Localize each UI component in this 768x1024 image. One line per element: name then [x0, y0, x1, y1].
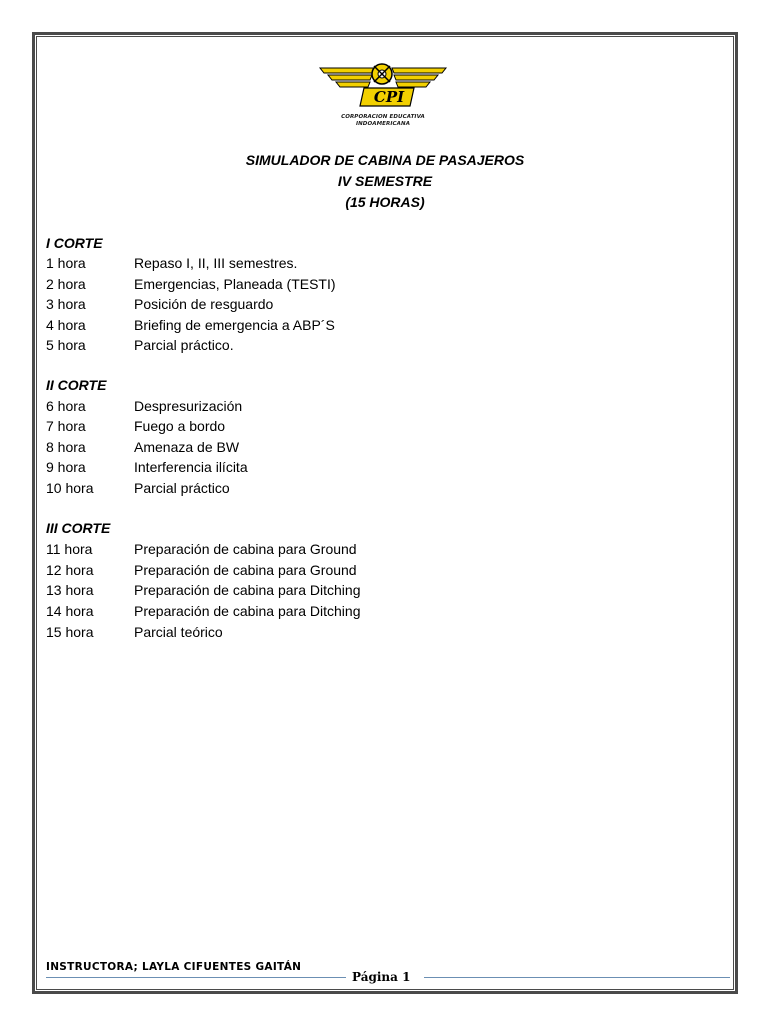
- hour-label: 12 hora: [46, 562, 94, 578]
- list-item: [46, 582, 360, 598]
- logo-lettering: CPI: [373, 88, 405, 106]
- hour-label: 3 hora: [46, 296, 86, 312]
- section-heading: II CORTE: [46, 377, 107, 393]
- list-item: [46, 276, 336, 292]
- org-name-line2: INDOAMERICANA: [355, 121, 411, 127]
- topic-label: Preparación de cabina para Ditching: [134, 603, 361, 619]
- topic-label: Parcial práctico.: [134, 337, 234, 353]
- list-item: [46, 624, 223, 640]
- list-item: [46, 418, 225, 434]
- footer-instructor: INSTRUCTORA; LAYLA CIFUENTES GAITÁN: [46, 961, 302, 973]
- topic-label: Emergencias, Planeada (TESTI): [134, 276, 336, 292]
- topic-label: Parcial teórico: [134, 624, 223, 640]
- list-item: [46, 255, 297, 271]
- list-item: [46, 541, 357, 557]
- document-title: SIMULADOR DE CABINA DE PASAJEROS: [245, 152, 525, 168]
- hour-label: 8 hora: [46, 439, 86, 455]
- hour-label: 6 hora: [46, 398, 86, 414]
- hour-label: 15 hora: [46, 624, 94, 640]
- topic-label: Preparación de cabina para Ground: [134, 541, 357, 557]
- hour-label: 14 hora: [46, 603, 94, 619]
- topic-label: Preparación de cabina para Ground: [134, 562, 357, 578]
- topic-label: Amenaza de BW: [134, 439, 240, 455]
- topic-label: Fuego a bordo: [134, 418, 226, 434]
- topic-label: Parcial práctico: [134, 480, 230, 496]
- list-item: [46, 296, 273, 312]
- hour-label: 4 hora: [46, 317, 86, 333]
- org-name-line1: CORPORACION EDUCATIVA: [341, 114, 425, 120]
- list-item: [46, 439, 239, 455]
- list-item: [46, 317, 335, 333]
- list-item: [46, 480, 230, 496]
- page-number: Página 1: [352, 970, 411, 984]
- section-heading: I CORTE: [46, 235, 103, 251]
- footer-rule-right: [424, 977, 730, 978]
- hour-label: 13 hora: [46, 582, 94, 598]
- hour-label: 10 hora: [46, 480, 94, 496]
- footer-rule-left: [46, 977, 346, 978]
- topic-label: Posición de resguardo: [134, 296, 274, 312]
- topic-label: Preparación de cabina para Ditching: [134, 582, 361, 598]
- document-hours: (15 HORAS): [345, 194, 425, 210]
- hour-label: 5 hora: [46, 337, 86, 353]
- topic-label: Despresurización: [134, 398, 243, 414]
- topic-label: Briefing de emergencia a ABP´S: [134, 317, 335, 333]
- list-item: [46, 398, 242, 414]
- list-item: [46, 337, 234, 353]
- hour-label: 9 hora: [46, 459, 86, 475]
- topic-label: Interferencia ilícita: [134, 459, 248, 475]
- list-item: [46, 459, 248, 475]
- list-item: [46, 562, 357, 578]
- section-heading: III CORTE: [46, 520, 111, 536]
- topic-label: Repaso I, II, III semestres.: [134, 255, 298, 271]
- document-semester: IV SEMESTRE: [337, 173, 433, 189]
- hour-label: 7 hora: [46, 418, 86, 434]
- hour-label: 2 hora: [46, 276, 86, 292]
- hour-label: 11 hora: [46, 541, 93, 557]
- hour-label: 1 hora: [46, 255, 86, 271]
- list-item: [46, 603, 360, 619]
